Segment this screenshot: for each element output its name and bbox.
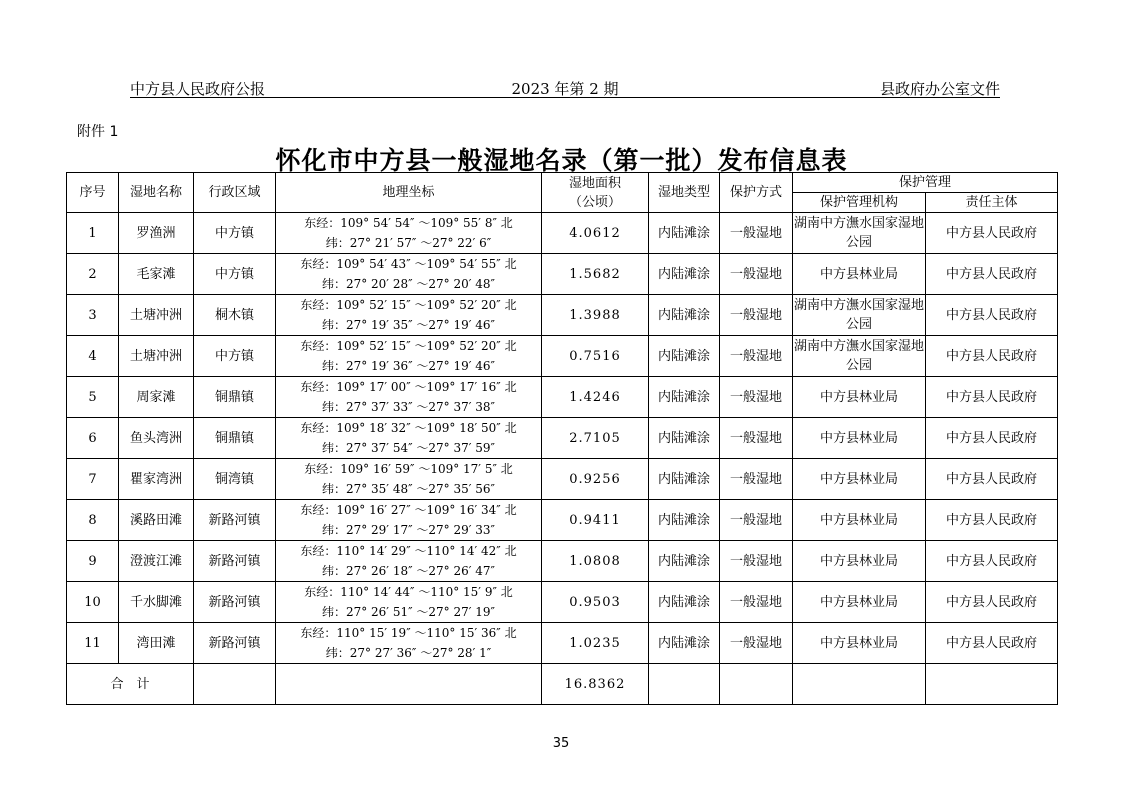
cell-responsible: 中方县人民政府 <box>926 213 1058 254</box>
attachment-label: 附件 1 <box>77 124 119 140</box>
cell-method: 一般湿地 <box>720 418 793 459</box>
cell-type: 内陆滩涂 <box>649 500 720 541</box>
cell-org: 中方县林业局 <box>793 377 926 418</box>
cell-org: 湖南中方潕水国家湿地公园 <box>793 295 926 336</box>
table-row <box>67 582 1058 623</box>
table-body <box>67 213 1058 664</box>
cell-index: 4 <box>67 336 119 377</box>
cell-method: 一般湿地 <box>720 541 793 582</box>
cell-area: 0.9256 <box>542 459 649 500</box>
cell-org: 中方县林业局 <box>793 582 926 623</box>
total-empty-cell <box>926 664 1058 705</box>
cell-coords <box>276 377 542 418</box>
cell-region: 中方镇 <box>194 336 276 377</box>
cell-type: 内陆滩涂 <box>649 295 720 336</box>
cell-type: 内陆滩涂 <box>649 377 720 418</box>
latitude-range: 纬：27° 27′ 36″ ～27° 28′ 1″ <box>325 646 492 660</box>
table-row <box>67 500 1058 541</box>
cell-name: 澄渡江滩 <box>119 541 194 582</box>
cell-type: 内陆滩涂 <box>649 459 720 500</box>
total-label: 合 计 <box>67 664 194 705</box>
col-mgmt-org: 保护管理机构 <box>793 193 926 213</box>
cell-type: 内陆滩涂 <box>649 336 720 377</box>
table-row <box>67 459 1058 500</box>
cell-region: 铜鼎镇 <box>194 418 276 459</box>
longitude-range: 东经：109° 52′ 15″ ～109° 52′ 20″ 北 <box>300 339 517 353</box>
cell-region: 新路河镇 <box>194 582 276 623</box>
cell-index: 3 <box>67 295 119 336</box>
cell-responsible: 中方县人民政府 <box>926 418 1058 459</box>
cell-region: 新路河镇 <box>194 541 276 582</box>
cell-index: 11 <box>67 623 119 664</box>
latitude-range: 纬：27° 19′ 36″ ～27° 19′ 46″ <box>321 359 496 373</box>
longitude-range: 东经：109° 16′ 27″ ～109° 16′ 34″ 北 <box>300 503 517 517</box>
cell-region: 桐木镇 <box>194 295 276 336</box>
longitude-range: 东经：109° 54′ 54″ ～109° 55′ 8″ 北 <box>304 216 513 230</box>
cell-method: 一般湿地 <box>720 336 793 377</box>
total-row <box>67 664 1058 705</box>
table-row <box>67 418 1058 459</box>
header-publication: 中方县人民政府公报 <box>130 80 266 98</box>
cell-area: 1.5682 <box>542 254 649 295</box>
cell-responsible: 中方县人民政府 <box>926 623 1058 664</box>
cell-method: 一般湿地 <box>720 213 793 254</box>
cell-method: 一般湿地 <box>720 500 793 541</box>
col-coords: 地理坐标 <box>276 173 542 213</box>
cell-method: 一般湿地 <box>720 377 793 418</box>
page-header <box>130 77 1000 98</box>
cell-index: 2 <box>67 254 119 295</box>
cell-region: 中方镇 <box>194 254 276 295</box>
table-row <box>67 336 1058 377</box>
cell-type: 内陆滩涂 <box>649 418 720 459</box>
cell-index: 6 <box>67 418 119 459</box>
cell-responsible: 中方县人民政府 <box>926 582 1058 623</box>
cell-name: 毛家滩 <box>119 254 194 295</box>
cell-coords <box>276 541 542 582</box>
cell-responsible: 中方县人民政府 <box>926 377 1058 418</box>
cell-responsible: 中方县人民政府 <box>926 500 1058 541</box>
col-mgmt-group: 保护管理 <box>793 173 1058 193</box>
total-empty-cell <box>720 664 793 705</box>
cell-region: 铜鼎镇 <box>194 377 276 418</box>
cell-responsible: 中方县人民政府 <box>926 541 1058 582</box>
cell-index: 1 <box>67 213 119 254</box>
latitude-range: 纬：27° 37′ 54″ ～27° 37′ 59″ <box>321 441 496 455</box>
cell-region: 新路河镇 <box>194 500 276 541</box>
cell-coords <box>276 254 542 295</box>
cell-type: 内陆滩涂 <box>649 541 720 582</box>
cell-area: 1.3988 <box>542 295 649 336</box>
longitude-range: 东经：109° 18′ 32″ ～109° 18′ 50″ 北 <box>300 421 517 435</box>
table-row <box>67 213 1058 254</box>
col-area: 湿地面积 （公顷） <box>542 173 649 213</box>
cell-responsible: 中方县人民政府 <box>926 295 1058 336</box>
cell-name: 湾田滩 <box>119 623 194 664</box>
total-empty-cell <box>793 664 926 705</box>
cell-index: 7 <box>67 459 119 500</box>
cell-coords <box>276 295 542 336</box>
cell-org: 中方县林业局 <box>793 623 926 664</box>
cell-method: 一般湿地 <box>720 582 793 623</box>
table-row <box>67 541 1058 582</box>
cell-coords <box>276 418 542 459</box>
cell-responsible: 中方县人民政府 <box>926 254 1058 295</box>
cell-coords <box>276 213 542 254</box>
cell-type: 内陆滩涂 <box>649 582 720 623</box>
col-region: 行政区域 <box>194 173 276 213</box>
cell-area: 0.9411 <box>542 500 649 541</box>
cell-region: 铜湾镇 <box>194 459 276 500</box>
header-department: 县政府办公室文件 <box>879 80 1000 98</box>
cell-org: 中方县林业局 <box>793 500 926 541</box>
total-empty-cell <box>649 664 720 705</box>
cell-name: 土塘冲洲 <box>119 336 194 377</box>
table-row <box>67 377 1058 418</box>
cell-org: 湖南中方潕水国家湿地公园 <box>793 336 926 377</box>
cell-coords <box>276 459 542 500</box>
cell-coords <box>276 623 542 664</box>
col-index: 序号 <box>67 173 119 213</box>
table-row <box>67 254 1058 295</box>
latitude-range: 纬：27° 26′ 18″ ～27° 26′ 47″ <box>321 564 496 578</box>
latitude-range: 纬：27° 29′ 17″ ～27° 29′ 33″ <box>321 523 496 537</box>
cell-name: 千水脚滩 <box>119 582 194 623</box>
wetland-table <box>66 172 1058 705</box>
cell-type: 内陆滩涂 <box>649 623 720 664</box>
cell-coords <box>276 582 542 623</box>
cell-area: 1.0235 <box>542 623 649 664</box>
cell-coords <box>276 500 542 541</box>
latitude-range: 纬：27° 26′ 51″ ～27° 27′ 19″ <box>321 605 496 619</box>
longitude-range: 东经：109° 54′ 43″ ～109° 54′ 55″ 北 <box>300 257 517 271</box>
cell-coords <box>276 336 542 377</box>
cell-area: 1.0808 <box>542 541 649 582</box>
total-area: 16.8362 <box>542 664 649 705</box>
cell-area: 0.9503 <box>542 582 649 623</box>
cell-index: 5 <box>67 377 119 418</box>
cell-name: 罗渔洲 <box>119 213 194 254</box>
cell-name: 鱼头湾洲 <box>119 418 194 459</box>
total-empty-cell <box>276 664 542 705</box>
col-type: 湿地类型 <box>649 173 720 213</box>
document-title: 怀化市中方县一般湿地名录（第一批）发布信息表 <box>275 146 848 175</box>
cell-responsible: 中方县人民政府 <box>926 336 1058 377</box>
cell-index: 8 <box>67 500 119 541</box>
cell-org: 中方县林业局 <box>793 418 926 459</box>
cell-name: 瞿家湾洲 <box>119 459 194 500</box>
cell-type: 内陆滩涂 <box>649 213 720 254</box>
cell-responsible: 中方县人民政府 <box>926 459 1058 500</box>
table-row <box>67 623 1058 664</box>
table-row <box>67 295 1058 336</box>
cell-region: 新路河镇 <box>194 623 276 664</box>
longitude-range: 东经：109° 52′ 15″ ～109° 52′ 20″ 北 <box>300 298 517 312</box>
cell-area: 4.0612 <box>542 213 649 254</box>
cell-area: 0.7516 <box>542 336 649 377</box>
latitude-range: 纬：27° 37′ 33″ ～27° 37′ 38″ <box>321 400 496 414</box>
cell-index: 10 <box>67 582 119 623</box>
cell-org: 中方县林业局 <box>793 254 926 295</box>
cell-index: 9 <box>67 541 119 582</box>
page-number: 35 <box>552 736 570 751</box>
longitude-range: 东经：109° 17′ 00″ ～109° 17′ 16″ 北 <box>300 380 517 394</box>
cell-name: 土塘冲洲 <box>119 295 194 336</box>
latitude-range: 纬：27° 21′ 57″ ～27° 22′ 6″ <box>325 236 492 250</box>
total-empty-cell <box>194 664 276 705</box>
cell-org: 湖南中方潕水国家湿地公园 <box>793 213 926 254</box>
cell-org: 中方县林业局 <box>793 459 926 500</box>
longitude-range: 东经：110° 15′ 19″ ～110° 15′ 36″ 北 <box>300 626 517 640</box>
cell-org: 中方县林业局 <box>793 541 926 582</box>
cell-method: 一般湿地 <box>720 295 793 336</box>
cell-name: 周家滩 <box>119 377 194 418</box>
latitude-range: 纬：27° 35′ 48″ ～27° 35′ 56″ <box>321 482 496 496</box>
latitude-range: 纬：27° 19′ 35″ ～27° 19′ 46″ <box>321 318 496 332</box>
longitude-range: 东经：110° 14′ 29″ ～110° 14′ 42″ 北 <box>300 544 517 558</box>
cell-area: 1.4246 <box>542 377 649 418</box>
cell-name: 溪路田滩 <box>119 500 194 541</box>
longitude-range: 东经：110° 14′ 44″ ～110° 15′ 9″ 北 <box>304 585 513 599</box>
cell-type: 内陆滩涂 <box>649 254 720 295</box>
col-name: 湿地名称 <box>119 173 194 213</box>
cell-method: 一般湿地 <box>720 254 793 295</box>
latitude-range: 纬：27° 20′ 28″ ～27° 20′ 48″ <box>321 277 496 291</box>
header-issue: 2023 年第 2 期 <box>511 80 619 98</box>
cell-area: 2.7105 <box>542 418 649 459</box>
col-method: 保护方式 <box>720 173 793 213</box>
col-responsible: 责任主体 <box>926 193 1058 213</box>
cell-method: 一般湿地 <box>720 623 793 664</box>
cell-region: 中方镇 <box>194 213 276 254</box>
longitude-range: 东经：109° 16′ 59″ ～109° 17′ 5″ 北 <box>304 462 513 476</box>
cell-method: 一般湿地 <box>720 459 793 500</box>
